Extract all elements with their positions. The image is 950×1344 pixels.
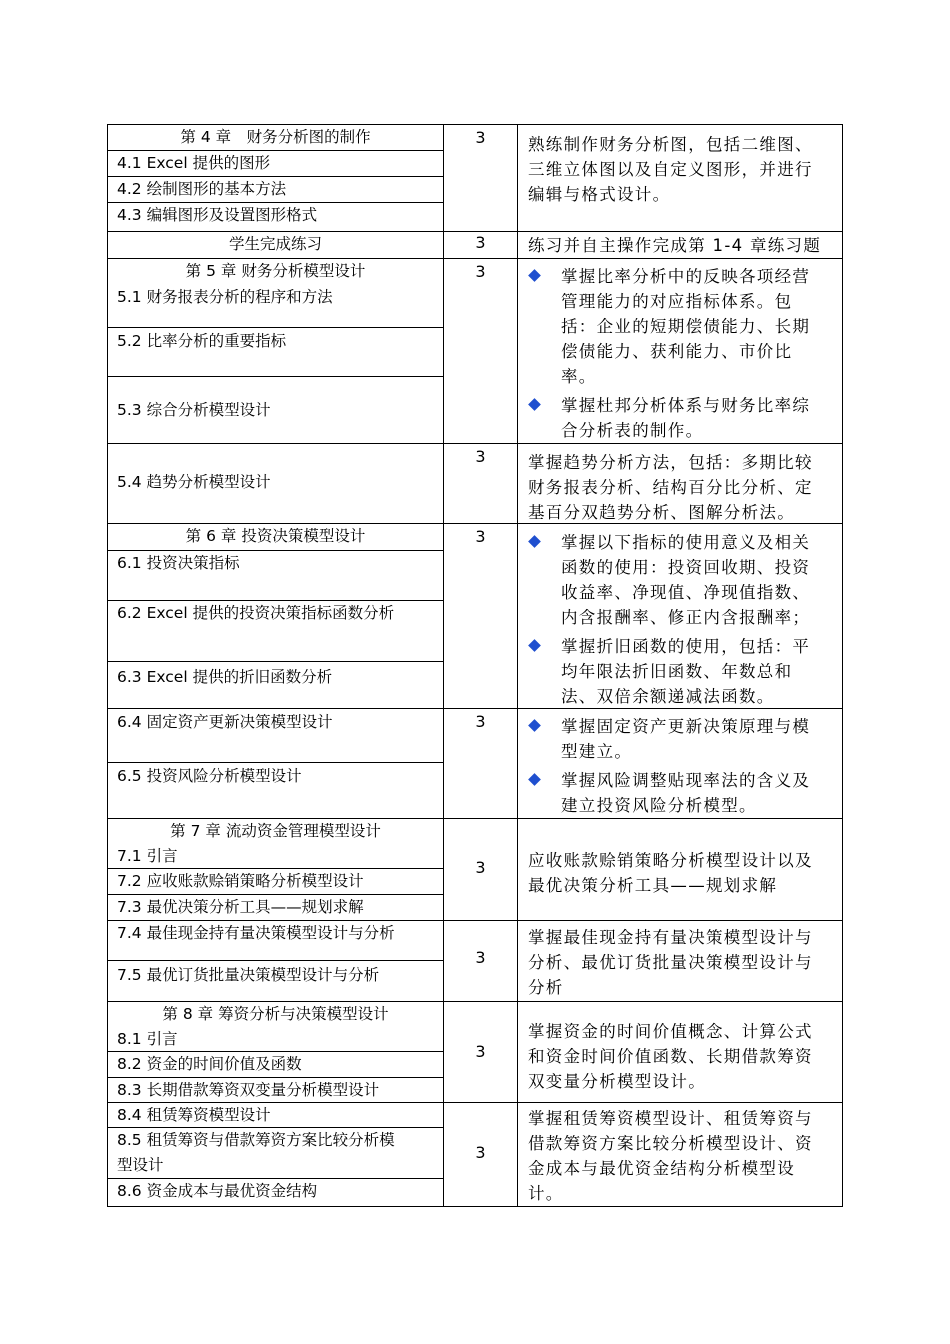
table-row-practice [108, 232, 842, 259]
section-item: 7.1 引言 [108, 844, 443, 869]
requirement-text: 熟练制作财务分析图，包括二维图、 三维立体图以及自定义图形，并进行 编辑与格式设计。 [528, 135, 813, 204]
hours-value: 3 [475, 858, 486, 877]
section-item: 5.2 比率分析的重要指标 [108, 328, 443, 377]
section-item: 4.1 Excel 提供的图形 [108, 151, 443, 177]
requirement-cell [518, 921, 842, 1001]
topic-cell [108, 524, 444, 708]
section-item: 7.2 应收账款赊销策略分析模型设计 [108, 869, 443, 895]
chapter-title: 第 6 章 投资决策模型设计 [108, 524, 443, 551]
topic-cell [108, 921, 444, 1001]
hours-cell [444, 1103, 518, 1206]
table-row-ch5 [108, 259, 842, 444]
diamond-bullet-icon [528, 773, 541, 786]
chapter-title: 第 8 章 筹资分析与决策模型设计 [162, 1005, 389, 1023]
topic-cell [108, 259, 444, 443]
section-item: 6.5 投资风险分析模型设计 [117, 767, 302, 785]
hours-value: 3 [475, 262, 486, 281]
chapter-title: 第 4 章 财务分析图的制作 [108, 125, 443, 151]
table-row-5-4 [108, 444, 842, 524]
hours-cell [444, 125, 518, 231]
practice-title: 学生完成练习 [228, 235, 322, 253]
hours-value: 3 [475, 447, 486, 466]
syllabus-table [107, 124, 843, 1207]
table-row-ch4 [108, 125, 842, 232]
diamond-bullet-icon [528, 719, 541, 732]
chapter-title: 第 5 章 财务分析模型设计 [185, 262, 366, 280]
table-row-6-4 [108, 709, 842, 819]
topic-cell [108, 125, 444, 231]
table-row-ch6 [108, 524, 842, 709]
requirement-cell [518, 819, 842, 920]
requirement-cell [518, 125, 842, 231]
requirement-cell [518, 1002, 842, 1102]
hours-cell [444, 819, 518, 920]
section-item: 8.6 资金成本与最优资金结构 [117, 1182, 318, 1200]
section-item: 5.4 趋势分析模型设计 [117, 473, 271, 491]
hours-value: 3 [475, 527, 486, 546]
hours-value: 3 [475, 233, 486, 252]
topic-cell [108, 709, 444, 818]
requirement-text: 应收账款赊销策略分析模型设计以及 最优决策分析工具——规划求解 [528, 851, 813, 895]
hours-cell [444, 1002, 518, 1102]
diamond-bullet-icon [528, 398, 541, 411]
hours-value: 3 [475, 948, 486, 967]
hours-cell [444, 921, 518, 1001]
hours-value: 3 [475, 128, 486, 147]
requirement-bullet: 掌握固定资产更新决策原理与模 型建立。 [528, 714, 834, 764]
topic-cell [108, 444, 444, 523]
requirement-cell [518, 232, 842, 258]
section-item: 6.3 Excel 提供的折旧函数分析 [117, 668, 333, 686]
hours-value: 3 [475, 712, 486, 731]
requirement-bullet: 掌握风险调整贴现率法的含义及 建立投资风险分析模型。 [528, 768, 834, 818]
section-item: 4.2 绘制图形的基本方法 [108, 177, 443, 203]
chapter-title: 第 7 章 流动资金管理模型设计 [170, 822, 381, 840]
requirement-text: 掌握最佳现金持有量决策模型设计与 分析、最优订货批量决策模型设计与 分析 [528, 928, 813, 997]
section-item: 6.4 固定资产更新决策模型设计 [108, 709, 443, 763]
table-row-ch8 [108, 1002, 842, 1103]
requirement-cell [518, 259, 842, 443]
section-item: 8.2 资金的时间价值及函数 [108, 1052, 443, 1078]
requirement-bullet: 掌握杜邦分析体系与财务比率综 合分析表的制作。 [528, 393, 834, 443]
requirement-text: 掌握趋势分析方法，包括：多期比较 财务报表分析、结构百分比分析、定 基百分双趋势分析、图解分析法。 [528, 453, 813, 522]
requirement-text: 掌握资金的时间价值概念、计算公式 和资金时间价值函数、长期借款筹资 双变量分析模型设计。 [528, 1022, 813, 1091]
section-item: 6.2 Excel 提供的投资决策指标函数分析 [108, 601, 443, 662]
hours-cell [444, 709, 518, 818]
requirement-bullet: 掌握折旧函数的使用，包括：平 均年限法折旧函数、年数总和 法、双倍余额递减法函数。 [528, 634, 834, 709]
hours-value: 3 [475, 1143, 486, 1162]
requirement-cell [518, 709, 842, 818]
section-item: 7.4 最佳现金持有量决策模型设计与分析 [108, 921, 443, 961]
requirement-cell [518, 524, 842, 708]
requirement-bullet: 掌握以下指标的使用意义及相关 函数的使用：投资回收期、投资 收益率、净现值、净现值指数、 内含报酬率、修正内含报酬率； [528, 530, 834, 630]
topic-cell [108, 819, 444, 920]
diamond-bullet-icon [528, 535, 541, 548]
requirement-bullet: 掌握比率分析中的反映各项经营 管理能力的对应指标体系。包 括：企业的短期偿债能力、长期 偿债能力、获利能力、市价比 率。 [528, 264, 834, 389]
hours-value: 3 [475, 1042, 486, 1061]
section-item: 5.1 财务报表分析的程序和方法 [108, 285, 443, 328]
section-item: 8.5 租赁筹资与借款筹资方案比较分析模 型设计 [108, 1128, 443, 1179]
hours-cell [444, 259, 518, 443]
diamond-bullet-icon [528, 269, 541, 282]
section-item: 4.3 编辑图形及设置图形格式 [117, 206, 318, 224]
section-item: 8.4 租赁筹资模型设计 [108, 1103, 443, 1128]
section-item: 8.1 引言 [108, 1027, 443, 1052]
section-item: 7.3 最优决策分析工具——规划求解 [117, 898, 364, 916]
diamond-bullet-icon [528, 639, 541, 652]
hours-cell [444, 232, 518, 258]
section-item: 8.3 长期借款筹资双变量分析模型设计 [117, 1081, 380, 1099]
section-item: 6.1 投资决策指标 [108, 551, 443, 601]
topic-cell [108, 1103, 444, 1206]
requirement-cell [518, 444, 842, 523]
table-row-ch7 [108, 819, 842, 921]
table-row-7-4 [108, 921, 842, 1002]
topic-cell [108, 232, 444, 258]
requirement-cell [518, 1103, 842, 1206]
hours-cell [444, 444, 518, 523]
requirement-text: 掌握租赁筹资模型设计、租赁筹资与 借款筹资方案比较分析模型设计、资 金成本与最优资金结构分析模型设 计。 [528, 1109, 813, 1203]
table-row-8-4 [108, 1103, 842, 1206]
section-item: 7.5 最优订货批量决策模型设计与分析 [117, 966, 380, 984]
section-item: 5.3 综合分析模型设计 [117, 401, 271, 419]
requirement-text: 练习并自主操作完成第 1-4 章练习题 [528, 236, 822, 255]
hours-cell [444, 524, 518, 708]
topic-cell [108, 1002, 444, 1102]
